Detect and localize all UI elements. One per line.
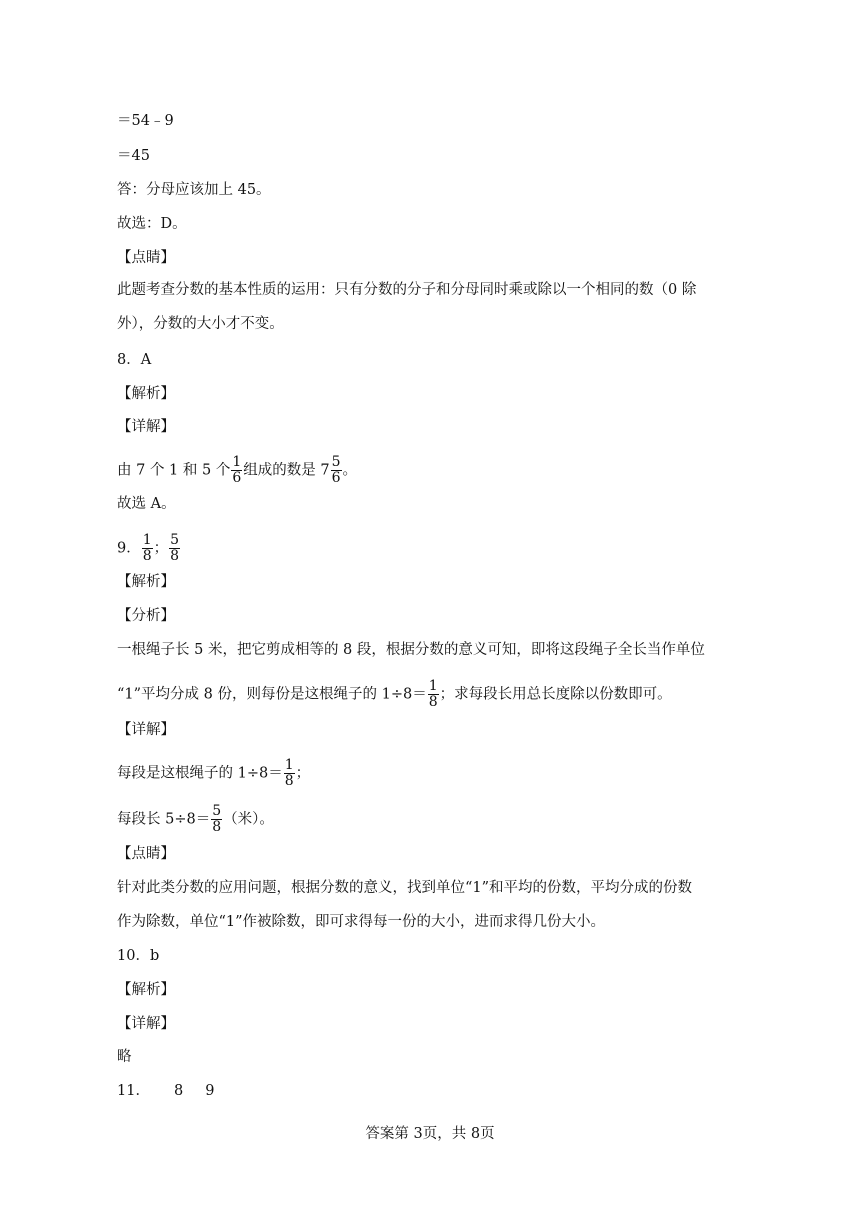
question-number-10: 10．b	[117, 948, 160, 964]
fraction: $\frac{1}{6}$	[232, 454, 242, 486]
paragraph-line: 作为除数，单位“1”作被除数，即可求得每一份的大小，进而求得几份大小。	[117, 914, 606, 930]
section-heading-dianjing: 【点睛】	[117, 250, 175, 266]
fraction: $\frac{5}{8}$	[212, 803, 222, 835]
section-heading-xiangjie: 【详解】	[117, 1016, 175, 1032]
calc-step: ＝54﹣9	[117, 113, 174, 129]
section-heading-xiangjie: 【详解】	[117, 419, 175, 435]
section-heading-jiexi: 【解析】	[117, 982, 175, 998]
fraction: $\frac{1}{8}$	[428, 678, 438, 710]
question-number-11: 11． 8 9	[117, 1083, 215, 1099]
paragraph-line: “1”平均分成 8 份，则每份是这根绳子的 1÷8＝ $\frac{1}{8}$ ；求每段长用总长度除以份数即可。	[117, 678, 672, 710]
choice-line: 故选 A。	[117, 496, 176, 512]
paragraph-line: 针对此类分数的应用问题，根据分数的意义，找到单位“1”和平均的份数，平均分成的份数	[117, 880, 693, 896]
answer-line: 答：分母应该加上 45。	[117, 182, 271, 198]
page-footer: 答案第 3页，共 8页	[365, 1126, 495, 1142]
paragraph-line: 此题考查分数的基本性质的运用：只有分数的分子和分母同时乘或除以一个相同的数（0 除	[117, 282, 697, 298]
fraction: $\frac{1}{8}$	[142, 532, 152, 564]
section-heading-dianjing: 【点睛】	[117, 846, 175, 862]
calc-result: ＝45	[117, 148, 150, 164]
section-heading-jiexi: 【解析】	[117, 574, 175, 590]
section-heading-xiangjie: 【详解】	[117, 722, 175, 738]
fraction: $\frac{5}{8}$	[170, 532, 180, 564]
explanation-line: 每段是这根绳子的 1÷8＝ $\frac{1}{8}$ ；	[117, 757, 311, 789]
explanation-line: 略	[117, 1049, 132, 1065]
choice-line: 故选：D。	[117, 216, 187, 232]
section-heading-fenxi: 【分析】	[117, 608, 175, 624]
question-number-8: 8．A	[117, 352, 152, 368]
paragraph-line: 外），分数的大小才不变。	[117, 316, 284, 332]
section-heading-jiexi: 【解析】	[117, 386, 175, 402]
question-number-9: 9． $\frac{1}{8}$ ； $\frac{5}{8}$	[117, 532, 180, 564]
explanation-line: 每段长 5÷8＝ $\frac{5}{8}$ （米）。	[117, 803, 274, 835]
fraction: $\frac{1}{8}$	[284, 757, 294, 789]
fraction: $\frac{5}{6}$	[331, 454, 341, 486]
explanation-line: 由 7 个 1 和 5 个 $\frac{1}{6}$ 组成的数是 7 $\frac{5}{6}$ 。	[117, 454, 358, 486]
paragraph-line: 一根绳子长 5 米，把它剪成相等的 8 段，根据分数的意义可知，即将这段绳子全长当作单位	[117, 642, 705, 658]
